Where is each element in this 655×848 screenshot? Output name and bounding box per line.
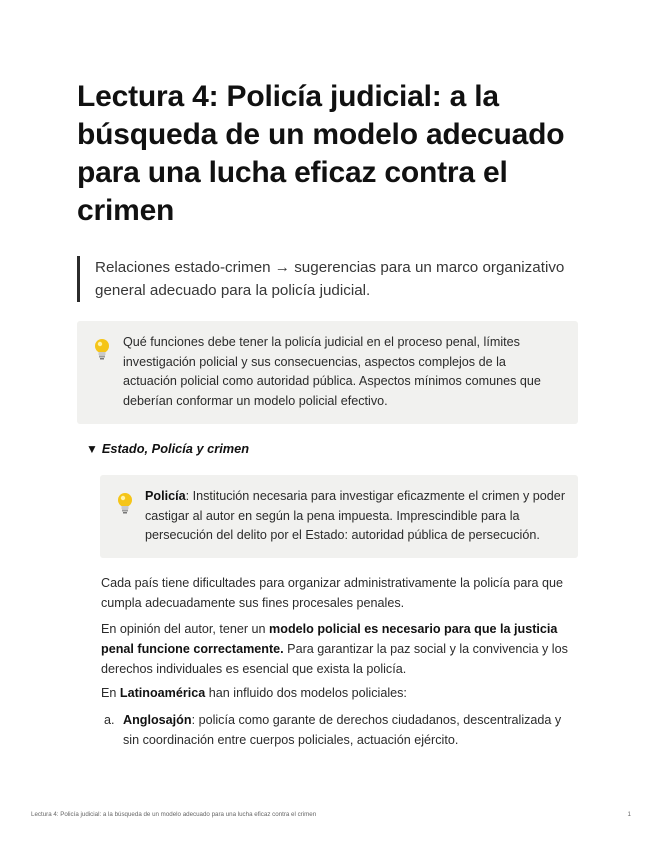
callout-definition: : Institución necesaria para investigar eficazmente el crimen y poder castigar al autor en según la pena impuesta. Imprescindible para la persecución del delito por el Estado: autoridad pública de persecución. [145, 489, 566, 542]
list-item-text: : policía como garante de derechos ciudadanos, descentralizada y sin coordinación entre cuerpos policiales, actuación ejército. [123, 713, 562, 747]
paragraph-bold-text: Latinoamérica [119, 686, 206, 700]
callout-bold-term: Policía [145, 489, 186, 503]
footer-title: Lectura 4: Policía judicial: a la búsqueda de un modelo adecuado para una lucha eficaz contra el crimen [31, 811, 317, 818]
list-item-body [123, 711, 579, 751]
paragraph [101, 620, 579, 679]
page-footer [31, 810, 631, 820]
list-marker: a. [104, 713, 115, 727]
lightbulb-icon [91, 337, 113, 361]
paragraph-bold-text: modelo policial es necesario para que la justicia penal funcione correctamente. [101, 622, 558, 656]
list-item-bold-term: Anglosajón [123, 713, 192, 727]
blockquote: Relaciones estado-crimen → sugerencias para un marco organizativo general adecuado para la policía judicial. [77, 256, 565, 302]
paragraph-text: Para garantizar la paz social y la convivencia y los derechos individuales es esencial que exista la policía. [101, 641, 568, 676]
callout-text [145, 487, 570, 546]
paragraph [101, 684, 579, 704]
paragraph-text: En opinión del autor, tener un [101, 622, 270, 636]
page-title: Lectura 4: Policía judicial: a la búsqueda de un modelo adecuado para una lucha eficaz contra el crimen [77, 80, 565, 227]
callout-text: Qué funciones debe tener la policía judicial en el proceso penal, límites investigación policial y sus consecuencias, aspectos complejos de la actuación policial como autoridad pública. Aspectos mínimos comunes que deberían conformar un modelo policial efectivo. [123, 335, 541, 408]
callout-block [77, 321, 578, 424]
page-number: 1 [627, 811, 631, 818]
callout-block [100, 475, 578, 558]
toggle-heading[interactable] [86, 439, 249, 459]
lightbulb-icon [114, 491, 136, 515]
paragraph: Cada país tiene dificultades para organizar administrativamente la policía para que cumpla adecuadamente sus fines procesales penales. [101, 576, 564, 610]
paragraph-text: En [101, 686, 120, 700]
toggle-label: Estado, Policía y crimen [101, 441, 250, 456]
toggle-triangle-icon[interactable]: ▼ [86, 442, 98, 456]
paragraph-text: han influido dos modelos policiales: [205, 686, 407, 700]
